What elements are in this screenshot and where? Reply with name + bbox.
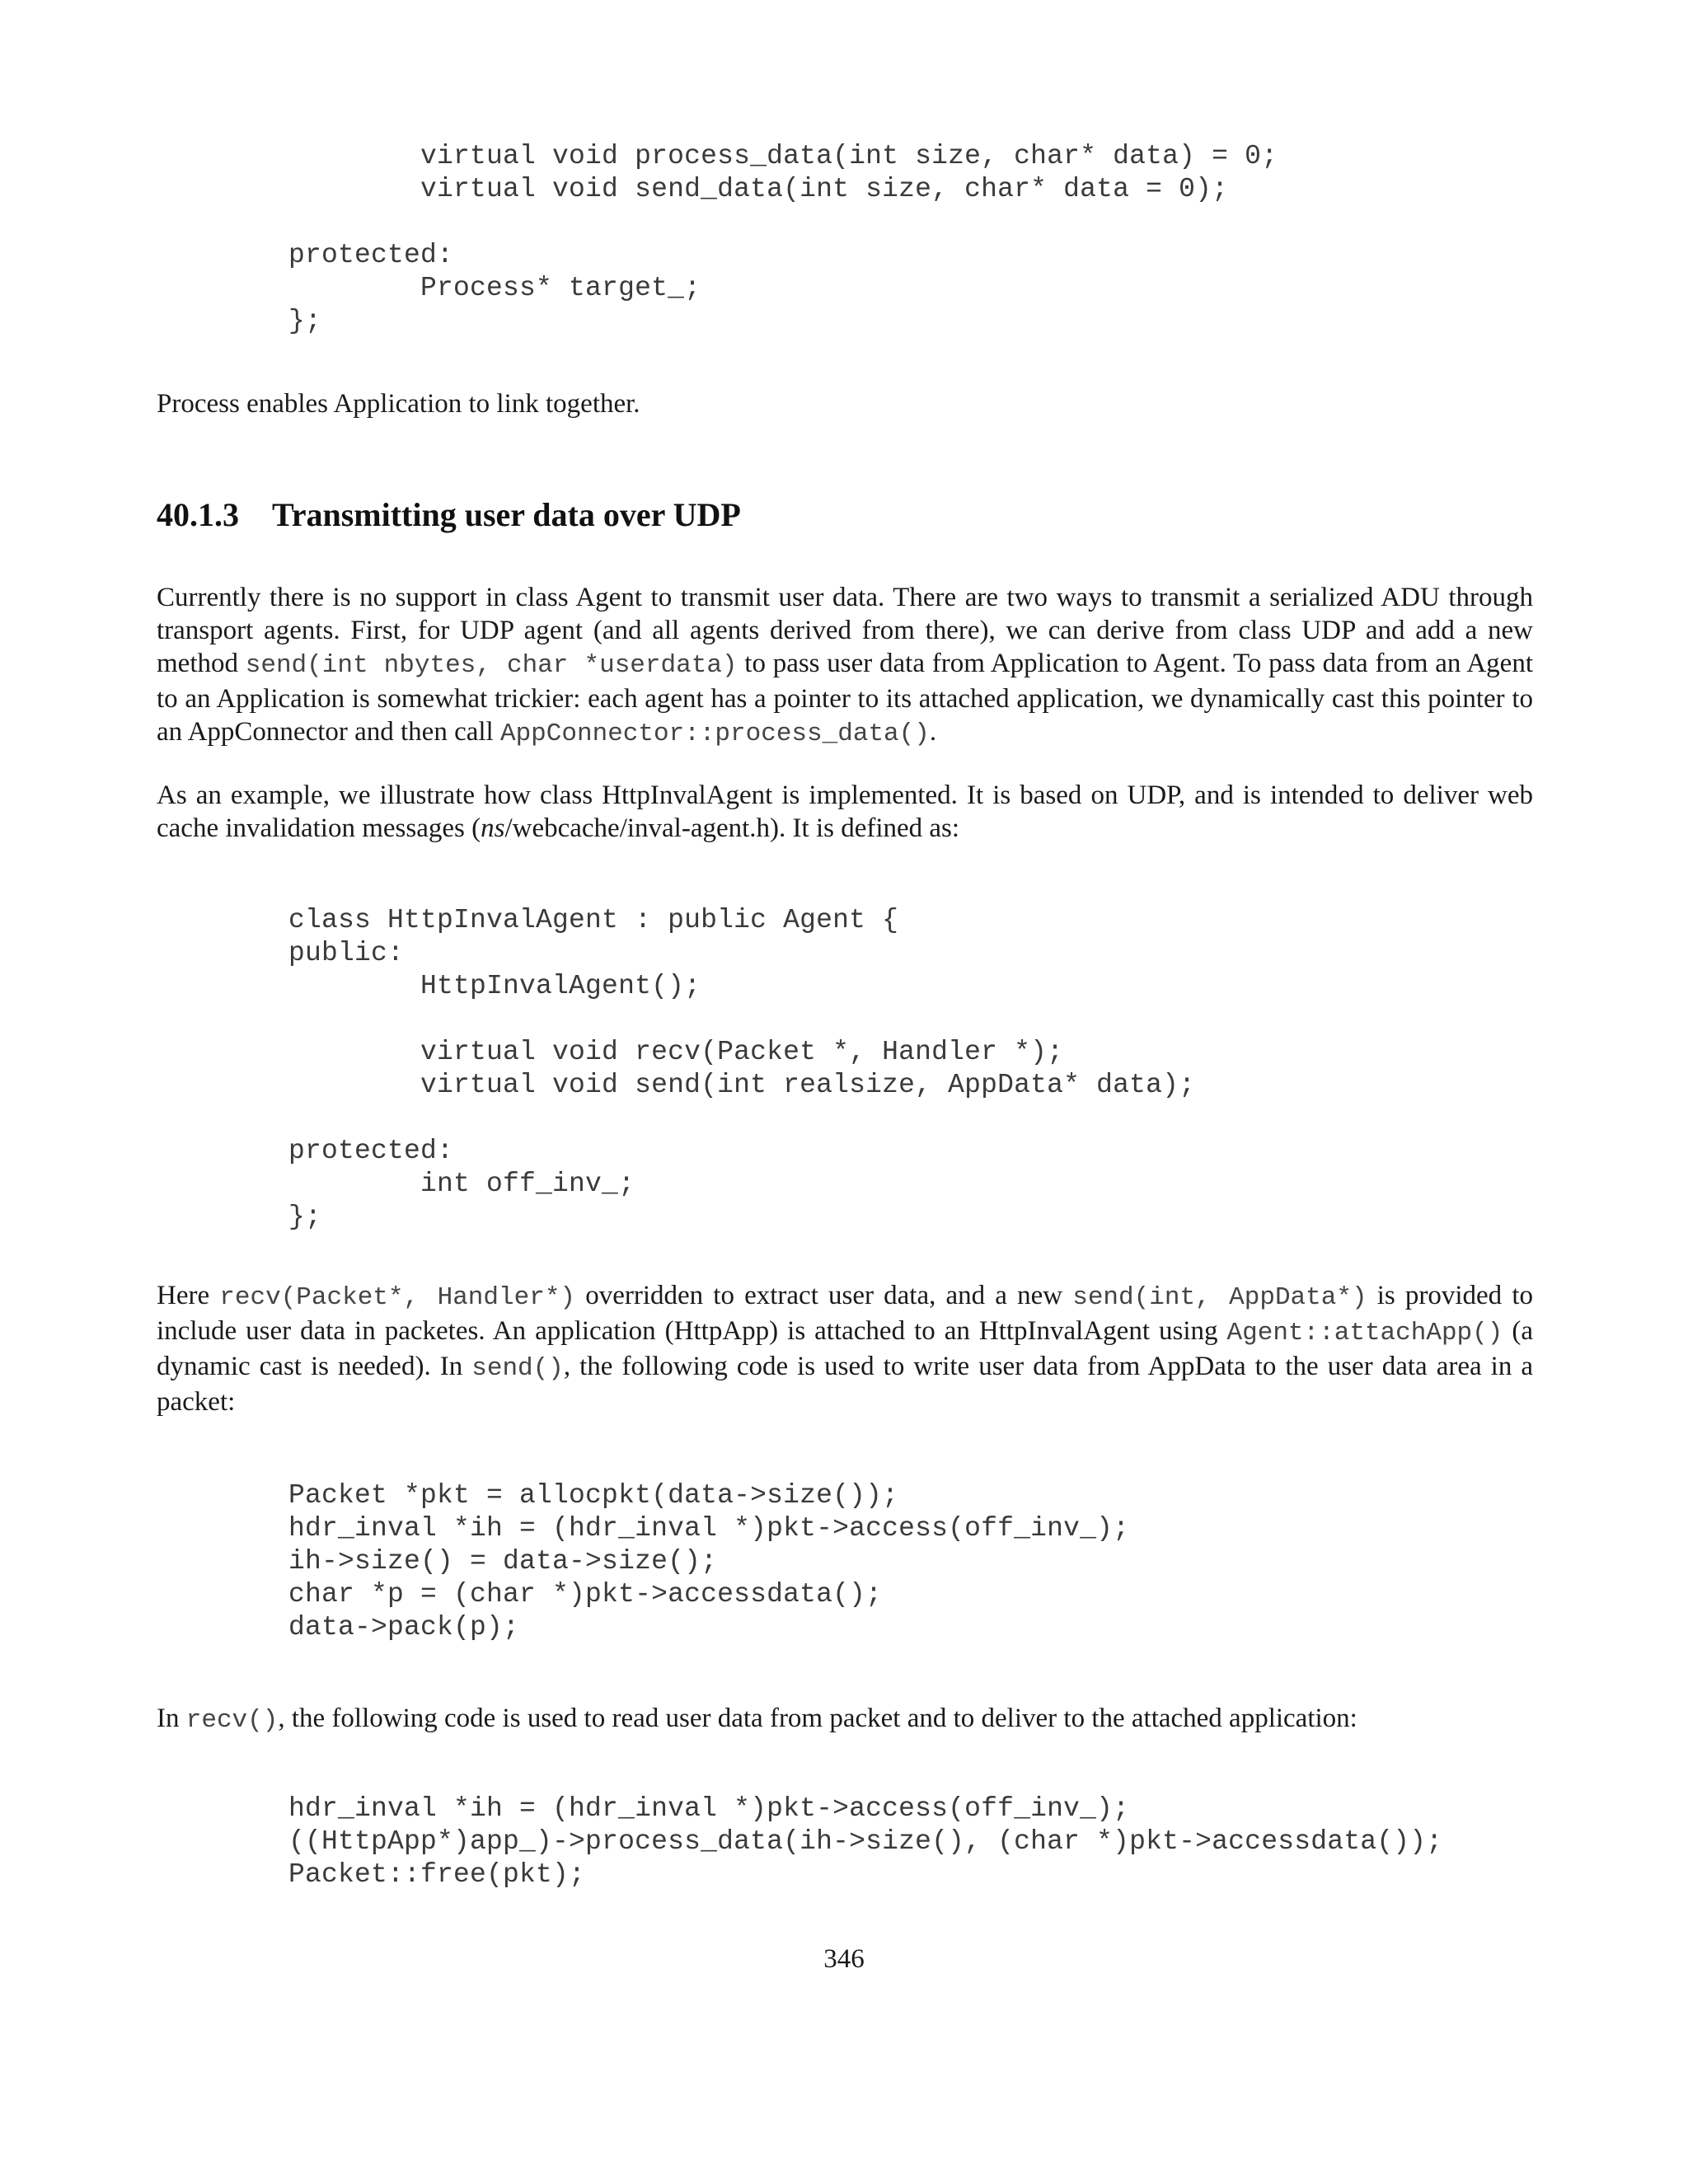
text-segment: overridden to extract user data, and a new [575, 1281, 1073, 1310]
paragraph-process-links: Process enables Application to link together. [157, 389, 640, 419]
text-segment: Currently there is no support in class Agent to transmit user data. There are two ways to transmit a serialized ADU through transport agents. First, for UDP agent (and all agents derived from there), we can derive from class UDP and add a new method [157, 583, 1533, 678]
text-segment: , the following code is used to read user data from packet and to deliver to the attached application: [278, 1704, 1357, 1733]
text-segment: Here [157, 1281, 220, 1310]
code-block-recv-impl: hdr_inval *ih = (hdr_inval *)pkt->access(off_inv_); ((HttpApp*)app_)->process_data(ih->size(), (char *)pkt->accessdata()); Packet::free(pkt); [288, 1793, 1443, 1890]
paragraph-intro [157, 581, 1533, 751]
text-segment: to pass user data from Application to Agent. To pass data from an Agent to an Application is somewhat trickier: each agent has a pointer to its attached application, we dynamically cast this pointer to an AppConnector and then call [157, 649, 1534, 747]
page-number: 346 [823, 1944, 865, 1974]
paragraph-recv [157, 1702, 1533, 1737]
inline-code-recv-call: recv() [185, 1706, 279, 1735]
inline-code-send: send(int nbytes, char *userdata) [245, 651, 738, 680]
text-segment: /webcache/inval-agent.h). It is defined as: [504, 813, 960, 843]
code-block-httpinvalagent: class HttpInvalAgent : public Agent { public: HttpInvalAgent(); virtual void recv(Packet *, Handler *); virtual void send(int realsize, AppData* data); protected: int off_inv_; }; [288, 905, 1196, 1232]
inline-code-recv: recv(Packet*, Handler*) [219, 1283, 576, 1312]
paragraph-here-recv [157, 1279, 1533, 1418]
text-segment: . [929, 717, 937, 747]
text-segment: As an example, we illustrate how class HttpInvalAgent is implemented. It is based on UDP, and is intended to deliver web cache invalidation messages ( [157, 780, 1533, 843]
inline-code-send-call: send() [471, 1354, 564, 1383]
code-block-send-impl: Packet *pkt = allocpkt(data->size()); hdr_inval *ih = (hdr_inval *)pkt->access(off_inv_); ih->size() = data->size(); char *p = (char *)pkt->accessdata(); data->pack(p); [288, 1480, 1130, 1643]
italic-ns: ns [481, 813, 505, 843]
inline-code-send-appdata: send(int, AppData*) [1072, 1283, 1367, 1312]
paragraph-example [157, 779, 1533, 845]
text-segment: (a dynamic cast is needed). In [157, 1316, 1534, 1381]
text-segment: , the following code is used to write user data from AppData to the user data area in a packet: [157, 1352, 1533, 1417]
section-title: Transmitting user data over UDP [272, 496, 741, 533]
text-segment: In [157, 1704, 186, 1733]
text-segment: is provided to include user data in packetes. An application (HttpApp) is attached to an HttpInvalAgent using [157, 1281, 1534, 1346]
inline-code-attachapp: Agent::attachApp() [1226, 1319, 1503, 1347]
section-number: 40.1.3 [157, 496, 239, 533]
inline-code-process-data: AppConnector::process_data() [499, 719, 930, 748]
code-block-process-class: virtual void process_data(int size, char* data) = 0; virtual void send_data(int size, char* data = 0); protected: Process* target_; }; [288, 141, 1278, 336]
section-heading [157, 494, 741, 536]
